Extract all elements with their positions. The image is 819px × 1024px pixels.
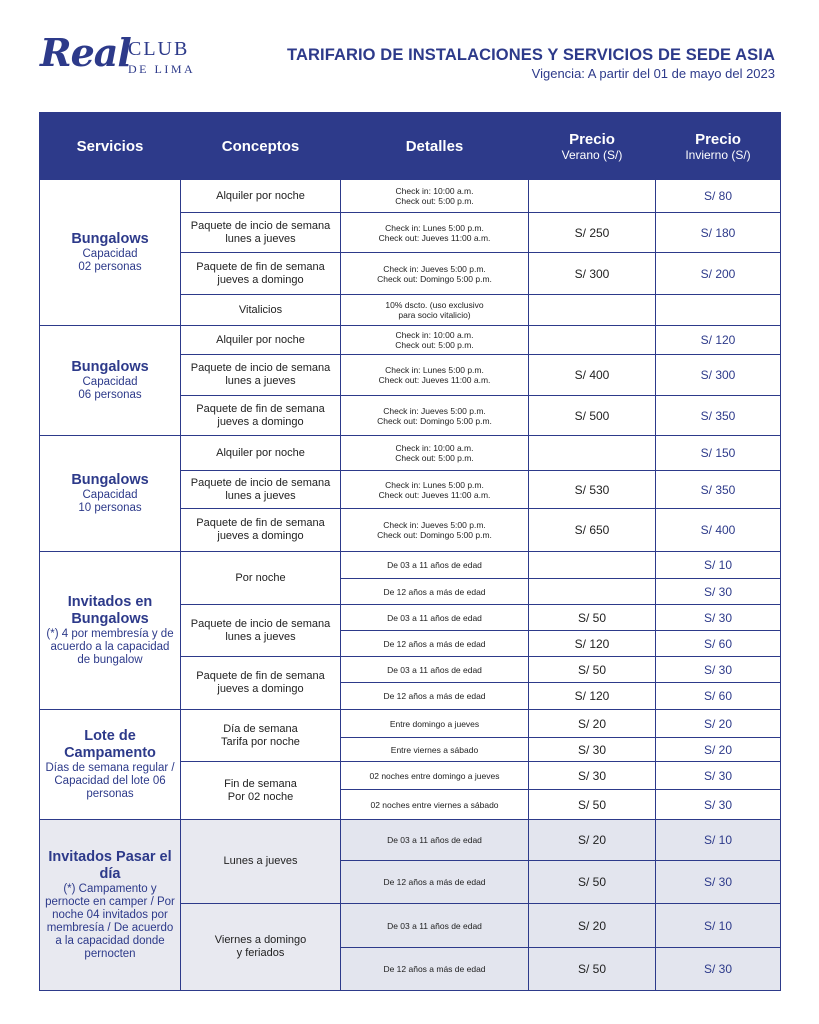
detail-cell: De 12 años a más de edad bbox=[341, 683, 529, 710]
detail-cell: De 03 a 11 años de edad bbox=[341, 552, 529, 579]
precio-label: Precio bbox=[569, 130, 615, 148]
service-cell bbox=[40, 710, 181, 820]
detail-cell: De 03 a 11 años de edad bbox=[341, 605, 529, 631]
price-winter-cell: S/ 350 bbox=[656, 471, 781, 509]
price-summer-cell: S/ 20 bbox=[529, 904, 656, 948]
service-description: (*) 4 por membresía y de acuerdo a la capacidad de bungalow bbox=[46, 628, 174, 666]
col-header-precio-verano bbox=[529, 113, 656, 180]
concept-cell: Paquete de fin de semana jueves a domingo bbox=[181, 253, 341, 295]
detail-cell: Check in: 10:00 a.m. Check out: 5:00 p.m. bbox=[341, 326, 529, 355]
precio-label: Precio bbox=[695, 130, 741, 148]
service-name: Invitados Pasar el día bbox=[48, 849, 172, 882]
service-description: Días de semana regular / Capacidad del lote 06 personas bbox=[45, 762, 175, 800]
price-winter-cell: S/ 30 bbox=[656, 579, 781, 605]
price-summer-cell bbox=[529, 552, 656, 579]
price-summer-cell: S/ 50 bbox=[529, 790, 656, 820]
price-winter-cell: S/ 10 bbox=[656, 820, 781, 861]
table-row bbox=[40, 326, 781, 355]
detail-cell: Check in: Jueves 5:00 p.m. Check out: Domingo 5:00 p.m. bbox=[341, 253, 529, 295]
price-winter-cell: S/ 30 bbox=[656, 790, 781, 820]
detail-cell: De 12 años a más de edad bbox=[341, 948, 529, 991]
detail-cell: Check in: Lunes 5:00 p.m. Check out: Jueves 11:00 a.m. bbox=[341, 471, 529, 509]
table-row bbox=[40, 710, 781, 738]
concept-cell: Vitalicios bbox=[181, 295, 341, 326]
concept-cell: Paquete de incio de semana lunes a jueves bbox=[181, 355, 341, 396]
detail-cell: Check in: Lunes 5:00 p.m. Check out: Jueves 11:00 a.m. bbox=[341, 213, 529, 253]
price-summer-cell: S/ 300 bbox=[529, 253, 656, 295]
price-summer-cell: S/ 400 bbox=[529, 355, 656, 396]
price-summer-cell bbox=[529, 326, 656, 355]
price-winter-cell: S/ 150 bbox=[656, 436, 781, 471]
table-header-row bbox=[40, 113, 781, 180]
detail-cell: Check in: Lunes 5:00 p.m. Check out: Jueves 11:00 a.m. bbox=[341, 355, 529, 396]
detail-cell: Check in: Jueves 5:00 p.m. Check out: Domingo 5:00 p.m. bbox=[341, 396, 529, 436]
col-header-detalles: Detalles bbox=[341, 113, 529, 180]
page-title: TARIFARIO DE INSTALACIONES Y SERVICIOS DE SEDE ASIA bbox=[287, 46, 775, 64]
price-winter-cell: S/ 10 bbox=[656, 552, 781, 579]
col-header-servicios: Servicios bbox=[40, 113, 181, 180]
logo-club-text: CLUB bbox=[128, 38, 190, 60]
detail-cell: 02 noches entre domingo a jueves bbox=[341, 762, 529, 790]
price-winter-cell: S/ 30 bbox=[656, 948, 781, 991]
logo-script-text: Real bbox=[40, 30, 131, 75]
price-summer-cell: S/ 50 bbox=[529, 605, 656, 631]
price-summer-cell: S/ 650 bbox=[529, 509, 656, 552]
price-summer-cell: S/ 30 bbox=[529, 738, 656, 762]
service-cell bbox=[40, 180, 181, 326]
detail-cell: De 12 años a más de edad bbox=[341, 861, 529, 904]
price-winter-cell: S/ 20 bbox=[656, 738, 781, 762]
price-summer-cell: S/ 250 bbox=[529, 213, 656, 253]
price-summer-cell: S/ 30 bbox=[529, 762, 656, 790]
concept-cell: Alquiler por noche bbox=[181, 326, 341, 355]
price-summer-cell: S/ 120 bbox=[529, 631, 656, 657]
price-winter-cell: S/ 60 bbox=[656, 631, 781, 657]
price-summer-cell: S/ 20 bbox=[529, 820, 656, 861]
detail-cell: Check in: Jueves 5:00 p.m. Check out: Domingo 5:00 p.m. bbox=[341, 509, 529, 552]
price-winter-cell: S/ 20 bbox=[656, 710, 781, 738]
service-name: Bungalows bbox=[71, 359, 149, 375]
detail-cell: De 03 a 11 años de edad bbox=[341, 820, 529, 861]
price-winter-cell: S/ 30 bbox=[656, 762, 781, 790]
price-winter-cell: S/ 180 bbox=[656, 213, 781, 253]
price-summer-cell: S/ 50 bbox=[529, 948, 656, 991]
concept-cell: Paquete de incio de semana lunes a jueves bbox=[181, 213, 341, 253]
price-winter-cell: S/ 30 bbox=[656, 605, 781, 631]
price-summer-cell bbox=[529, 579, 656, 605]
price-winter-cell: S/ 10 bbox=[656, 904, 781, 948]
table-row bbox=[40, 436, 781, 471]
concept-cell: Paquete de fin de semana jueves a domingo bbox=[181, 657, 341, 710]
concept-cell: Fin de semana Por 02 noche bbox=[181, 762, 341, 820]
detail-cell: Check in: 10:00 a.m. Check out: 5:00 p.m. bbox=[341, 180, 529, 213]
club-logo bbox=[40, 30, 200, 86]
detail-cell: 02 noches entre viernes a sábado bbox=[341, 790, 529, 820]
concept-cell: Día de semana Tarifa por noche bbox=[181, 710, 341, 762]
concept-cell: Viernes a domingo y feriados bbox=[181, 904, 341, 991]
price-winter-cell: S/ 30 bbox=[656, 861, 781, 904]
table-body bbox=[40, 180, 781, 991]
concept-cell: Paquete de incio de semana lunes a jueves bbox=[181, 605, 341, 657]
concept-cell: Alquiler por noche bbox=[181, 180, 341, 213]
price-summer-cell: S/ 530 bbox=[529, 471, 656, 509]
price-summer-cell: S/ 50 bbox=[529, 861, 656, 904]
concept-cell: Paquete de incio de semana lunes a jueves bbox=[181, 471, 341, 509]
col-header-conceptos: Conceptos bbox=[181, 113, 341, 180]
detail-cell: De 12 años a más de edad bbox=[341, 579, 529, 605]
service-cell bbox=[40, 552, 181, 710]
logo-lima-text: DE LIMA bbox=[128, 62, 196, 76]
service-name: Bungalows bbox=[71, 472, 149, 488]
detail-cell: De 03 a 11 años de edad bbox=[341, 657, 529, 683]
service-description: (*) Campamento y pernocte en camper / Por noche 04 invitados por membresía / De acuerdo a la capacidad donde pernocten bbox=[45, 883, 175, 960]
price-summer-cell: S/ 20 bbox=[529, 710, 656, 738]
detail-cell: De 12 años a más de edad bbox=[341, 631, 529, 657]
service-cell bbox=[40, 820, 181, 991]
price-winter-cell: S/ 350 bbox=[656, 396, 781, 436]
concept-cell: Paquete de fin de semana jueves a domingo bbox=[181, 509, 341, 552]
service-name: Invitados en Bungalows bbox=[67, 594, 153, 627]
price-winter-cell: S/ 120 bbox=[656, 326, 781, 355]
price-summer-cell: S/ 500 bbox=[529, 396, 656, 436]
rates-table bbox=[39, 112, 781, 991]
price-winter-cell: S/ 60 bbox=[656, 683, 781, 710]
price-summer-cell: S/ 50 bbox=[529, 657, 656, 683]
col-header-precio-invierno bbox=[656, 113, 781, 180]
price-summer-cell bbox=[529, 180, 656, 213]
price-summer-cell bbox=[529, 295, 656, 326]
price-winter-cell: S/ 80 bbox=[656, 180, 781, 213]
price-winter-cell: S/ 400 bbox=[656, 509, 781, 552]
verano-label: Verano (S/) bbox=[561, 147, 623, 162]
service-name: Bungalows bbox=[71, 231, 149, 247]
service-name: Lote de Campamento bbox=[64, 728, 156, 761]
price-summer-cell: S/ 120 bbox=[529, 683, 656, 710]
invierno-label: Invierno (S/) bbox=[685, 147, 751, 162]
detail-cell: Entre viernes a sábado bbox=[341, 738, 529, 762]
price-summer-cell bbox=[529, 436, 656, 471]
table-row bbox=[40, 552, 781, 579]
page-subtitle: Vigencia: A partir del 01 de mayo del 2023 bbox=[531, 66, 775, 81]
service-cell bbox=[40, 436, 181, 552]
service-description: Capacidad 02 personas bbox=[78, 248, 142, 273]
table-row bbox=[40, 820, 781, 861]
concept-cell: Por noche bbox=[181, 552, 341, 605]
detail-cell: De 03 a 11 años de edad bbox=[341, 904, 529, 948]
service-cell bbox=[40, 326, 181, 436]
concept-cell: Paquete de fin de semana jueves a domingo bbox=[181, 396, 341, 436]
price-winter-cell: S/ 200 bbox=[656, 253, 781, 295]
detail-cell: Check in: 10:00 a.m. Check out: 5:00 p.m. bbox=[341, 436, 529, 471]
price-winter-cell: S/ 30 bbox=[656, 657, 781, 683]
service-description: Capacidad 10 personas bbox=[78, 489, 142, 514]
concept-cell: Lunes a jueves bbox=[181, 820, 341, 904]
price-winter-cell bbox=[656, 295, 781, 326]
detail-cell: 10% dscto. (uso exclusivo para socio vitalicio) bbox=[341, 295, 529, 326]
detail-cell: Entre domingo a jueves bbox=[341, 710, 529, 738]
concept-cell: Alquiler por noche bbox=[181, 436, 341, 471]
service-description: Capacidad 06 personas bbox=[78, 376, 142, 401]
table-row bbox=[40, 180, 781, 213]
price-winter-cell: S/ 300 bbox=[656, 355, 781, 396]
